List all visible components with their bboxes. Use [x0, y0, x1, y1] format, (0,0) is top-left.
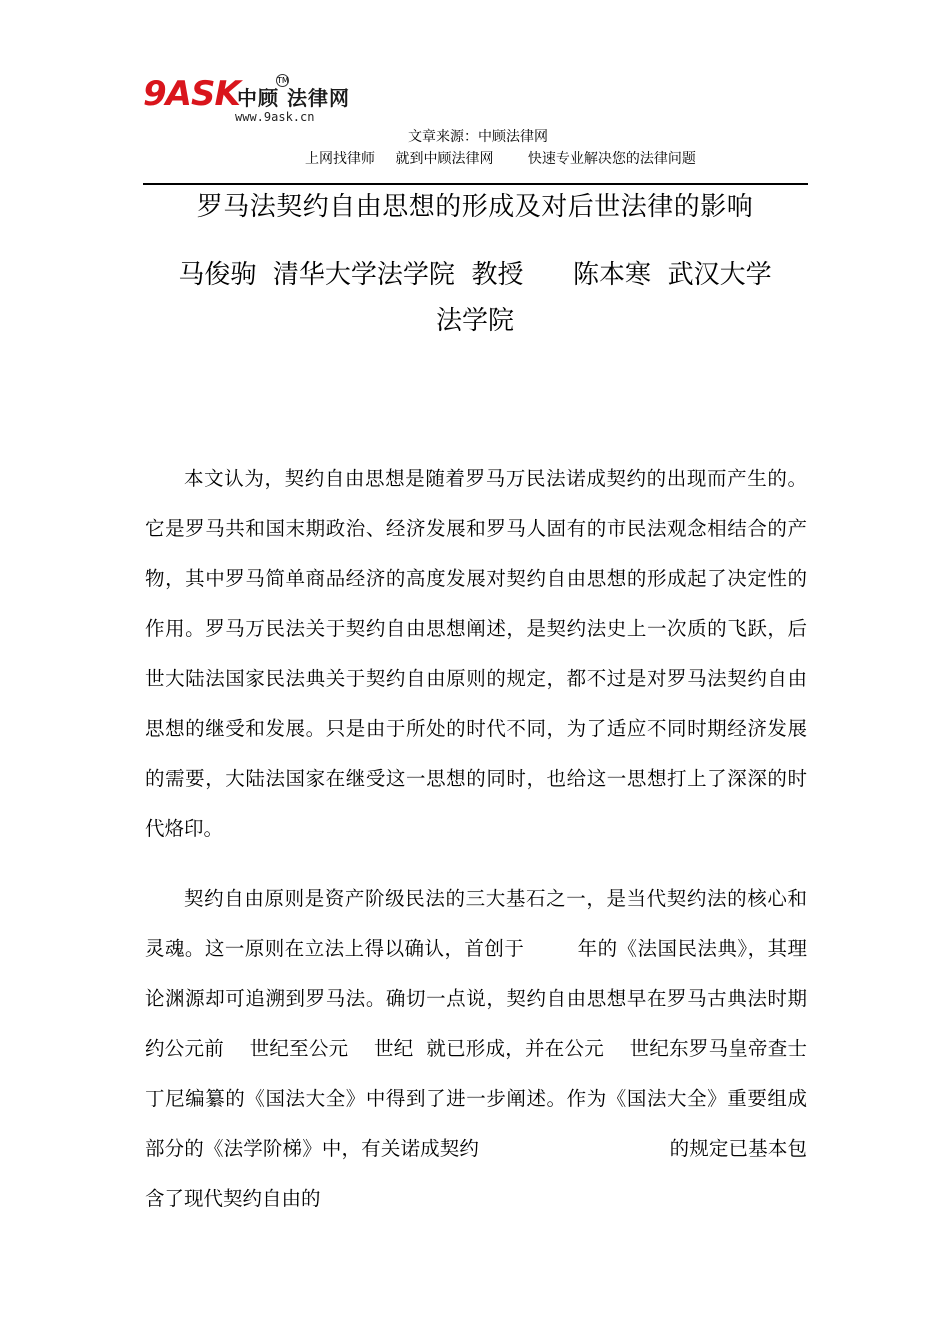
article-title: 罗马法契约自由思想的形成及对后世法律的影响	[196, 192, 754, 222]
tagline-part-3: 快速专业解决您的法律问题	[527, 151, 696, 167]
authors-line-1: 马俊驹 清华大学法学院 教授 陈本寒 武汉大学	[178, 260, 772, 290]
authors-line-2: 法学院	[435, 306, 514, 336]
site-logo[interactable]	[143, 70, 363, 130]
article-body	[145, 454, 820, 1244]
header-divider	[143, 183, 808, 185]
body-paragraph-2: 契约自由原则是资产阶级民法的三大基石之一，是当代契约法的核心和灵魂。这一原则在立法上得以确认，首创于 年的《法国民法典》，其理论渊源却可追溯到罗马法。确切一点说，契约自由思想早在罗马古典法时期 约公元前 世纪至公元 世纪 就已形成，并在公元 世纪东罗马皇帝查士丁尼编纂的《国法大全》中得到了进一步阐述。作为《国法大全》重要组成部分的《法学阶梯》中，有关诺成契约 的规定已基本包含了现代契约自由的	[145, 887, 820, 1210]
tagline-part-2: 就到中顾法律网	[395, 151, 494, 167]
tagline-part-1: 上网找律师	[305, 151, 375, 167]
article-authors	[150, 252, 800, 344]
trademark-badge: TM	[277, 76, 289, 85]
article-source: 文章来源：中顾法律网	[408, 129, 548, 145]
logo-url: www.9ask.cn	[235, 110, 315, 124]
logo-chinese-name: 中顾 法律网	[237, 86, 350, 110]
site-tagline	[305, 148, 726, 168]
body-paragraph-1: 本文认为，契约自由思想是随着罗马万民法诺成契约的出现而产生的。它是罗马共和国末期政治、经济发展和罗马人固有的市民法观念相结合的产物，其中罗马简单商品经济的高度发展对契约自由思想的形成起了决定性的作用。罗马万民法关于契约自由思想阐述，是契约法史上一次质的飞跃，后世大陆法国家民法典关于契约自由原则的规定，都不过是对罗马法契约自由思想的继受和发展。只是由于所处的时代不同，为了适应不同时期经济发展的需要，大陆法国家在继受这一思想的同时，也给这一思想打上了深深的时代烙印。	[145, 467, 807, 840]
logo-mark: 9ASK	[143, 74, 240, 114]
